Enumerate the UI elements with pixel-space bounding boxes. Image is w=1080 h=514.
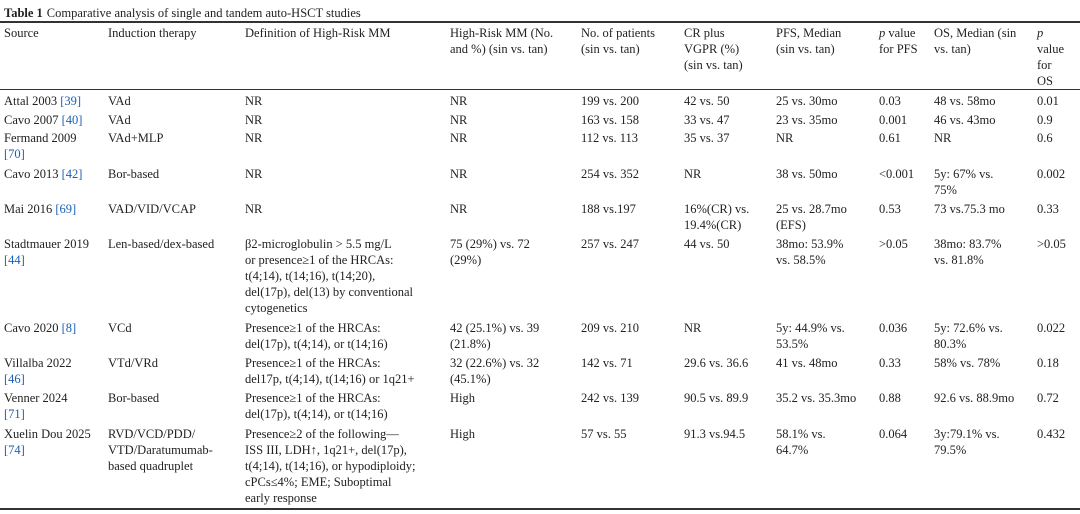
cell-line: 0.432 bbox=[1037, 427, 1066, 441]
header-line: CR plus bbox=[684, 26, 725, 40]
source-line: Cavo 2007 [40] bbox=[4, 113, 83, 127]
reference-link[interactable]: [39] bbox=[60, 94, 82, 108]
table-cell bbox=[108, 166, 159, 182]
cell-line: VTd/VRd bbox=[108, 356, 158, 370]
reference-link[interactable]: [74] bbox=[4, 443, 25, 457]
cell-source bbox=[4, 426, 91, 458]
table-cell bbox=[879, 201, 901, 217]
cell-source bbox=[4, 130, 77, 162]
cell-line: 29.6 vs. 36.6 bbox=[684, 356, 749, 370]
table-cell bbox=[581, 390, 639, 406]
table-cell bbox=[934, 426, 1000, 458]
table-cell bbox=[108, 130, 163, 146]
column-header bbox=[581, 25, 655, 57]
cell-line: Bor-based bbox=[108, 167, 160, 181]
cell-line: NR bbox=[776, 131, 794, 145]
table-cell bbox=[934, 112, 995, 128]
cell-line: VAd bbox=[108, 113, 131, 127]
table-cell bbox=[108, 320, 132, 336]
cell-line: 35.2 vs. 35.3mo bbox=[776, 391, 857, 405]
cell-line: 91.3 vs.94.5 bbox=[684, 427, 746, 441]
reference-link[interactable]: [40] bbox=[61, 113, 83, 127]
table-cell bbox=[684, 112, 730, 128]
cell-line: 0.01 bbox=[1037, 94, 1059, 108]
cell-line: (45.1%) bbox=[450, 372, 491, 386]
table-cell bbox=[450, 390, 475, 406]
cell-source bbox=[4, 320, 76, 336]
cell-line: 73 vs.75.3 mo bbox=[934, 202, 1005, 216]
table-cell bbox=[934, 201, 1005, 217]
cell-line: 0.001 bbox=[879, 113, 908, 127]
table-cell bbox=[1037, 320, 1065, 336]
table-cell bbox=[581, 201, 636, 217]
table-cell bbox=[108, 426, 213, 474]
cell-line: 19.4%(CR) bbox=[684, 218, 742, 232]
cell-line: >0.05 bbox=[879, 237, 908, 251]
cell-line: del(17p), del(13) by conventional bbox=[245, 285, 414, 299]
cell-line: Presence≥2 of the following— bbox=[245, 427, 399, 441]
table-cell bbox=[934, 390, 1014, 406]
table-cell bbox=[776, 390, 856, 406]
table-cell bbox=[1037, 130, 1053, 146]
cell-line: 80.3% bbox=[934, 337, 967, 351]
source-line bbox=[4, 146, 77, 162]
cell-line: 0.72 bbox=[1037, 391, 1059, 405]
cell-line: 0.33 bbox=[1037, 202, 1059, 216]
cell-line: NR bbox=[450, 131, 468, 145]
cell-line: (EFS) bbox=[776, 218, 806, 232]
cell-line: 42 vs. 50 bbox=[684, 94, 730, 108]
source-line: Attal 2003 [39] bbox=[4, 94, 82, 108]
cell-line: NR bbox=[450, 202, 468, 216]
cell-line: VAD/VID/VCAP bbox=[108, 202, 196, 216]
header-line: No. of patients bbox=[581, 26, 655, 40]
cell-line: 5y: 67% vs. bbox=[934, 167, 994, 181]
cell-line: 23 vs. 35mo bbox=[776, 113, 838, 127]
cell-line: 58.1% vs. bbox=[776, 427, 826, 441]
cell-source bbox=[4, 93, 81, 109]
source-line: Venner 2024 bbox=[4, 391, 68, 405]
table-cell bbox=[108, 112, 131, 128]
header-line: Definition of High-Risk MM bbox=[245, 26, 391, 40]
cell-line: cytogenetics bbox=[245, 301, 308, 315]
table-cell bbox=[108, 390, 159, 406]
table-cell bbox=[684, 130, 730, 146]
cell-line: Bor-based bbox=[108, 391, 160, 405]
cell-line: NR bbox=[245, 167, 263, 181]
table-cell bbox=[879, 130, 901, 146]
source-line bbox=[4, 442, 91, 458]
cell-line: 57 vs. 55 bbox=[581, 427, 627, 441]
cell-line: 38 vs. 50mo bbox=[776, 167, 838, 181]
cell-line: 25 vs. 28.7mo bbox=[776, 202, 847, 216]
cell-line: NR bbox=[684, 321, 702, 335]
cell-line: t(4;14), t(14;16), t(14;20), bbox=[245, 269, 376, 283]
header-line: vs. tan) bbox=[934, 42, 971, 56]
table-cell bbox=[245, 130, 262, 146]
cell-line: 53.5% bbox=[776, 337, 809, 351]
cell-line: NR bbox=[245, 202, 263, 216]
table-cell bbox=[684, 166, 701, 182]
cell-line: or presence≥1 of the HRCAs: bbox=[245, 253, 394, 267]
table-title: Comparative analysis of single and tandem auto-HSCT studies bbox=[46, 6, 361, 20]
header-line: OS bbox=[1037, 74, 1053, 88]
table-cell bbox=[245, 166, 262, 182]
table-cell bbox=[108, 236, 214, 252]
source-line: Xuelin Dou 2025 bbox=[4, 427, 91, 441]
reference-link[interactable]: [8] bbox=[61, 321, 77, 335]
cell-line: VTD/Daratumumab- bbox=[108, 443, 213, 457]
header-line: Source bbox=[4, 26, 39, 40]
cell-line: 0.064 bbox=[879, 427, 908, 441]
table-cell bbox=[1037, 236, 1066, 252]
cell-line: 0.03 bbox=[879, 94, 901, 108]
table-cell bbox=[684, 93, 730, 109]
table-cell bbox=[776, 355, 837, 371]
cell-line: 0.6 bbox=[1037, 131, 1053, 145]
cell-line: ISS III, LDH↑, 1q21+, del(17p), bbox=[245, 443, 407, 457]
table-caption bbox=[4, 5, 361, 21]
table-cell bbox=[879, 236, 908, 252]
column-header bbox=[684, 25, 743, 73]
cell-line: 46 vs. 43mo bbox=[934, 113, 996, 127]
table-cell bbox=[581, 355, 633, 371]
cell-line: 75% bbox=[934, 183, 957, 197]
column-header bbox=[1037, 25, 1064, 89]
cell-line: 5y: 44.9% vs. bbox=[776, 321, 845, 335]
table-cell bbox=[934, 166, 993, 198]
table-cell bbox=[1037, 201, 1059, 217]
cell-line: VCd bbox=[108, 321, 132, 335]
table-cell bbox=[684, 236, 730, 252]
column-header bbox=[776, 25, 841, 57]
cell-line: del17p, t(4;14), t(14;16) or 1q21+ bbox=[245, 372, 415, 386]
table-cell bbox=[684, 355, 748, 371]
table-cell bbox=[776, 201, 847, 233]
header-line: for PFS bbox=[879, 42, 918, 56]
cell-line: 0.036 bbox=[879, 321, 908, 335]
cell-line: 142 vs. 71 bbox=[581, 356, 633, 370]
cell-line: High bbox=[450, 427, 475, 441]
cell-source bbox=[4, 201, 76, 217]
cell-source bbox=[4, 166, 82, 182]
table-cell bbox=[879, 93, 901, 109]
cell-line: 90.5 vs. 89.9 bbox=[684, 391, 749, 405]
cell-line: 242 vs. 139 bbox=[581, 391, 639, 405]
table-cell bbox=[776, 112, 837, 128]
table-cell bbox=[776, 320, 845, 352]
table-cell bbox=[684, 320, 701, 336]
source-line: Stadtmauer 2019 bbox=[4, 237, 90, 251]
table-cell bbox=[879, 112, 907, 128]
source-line: Mai 2016 [69] bbox=[4, 202, 77, 216]
reference-link[interactable]: [69] bbox=[55, 202, 77, 216]
header-line: (sin vs. tan) bbox=[776, 42, 835, 56]
cell-line: NR bbox=[934, 131, 952, 145]
header-line: VGPR (%) bbox=[684, 42, 740, 56]
cell-line: 0.002 bbox=[1037, 167, 1066, 181]
cell-line: NR bbox=[684, 167, 702, 181]
column-header bbox=[934, 25, 1016, 57]
cell-line: 48 vs. 58mo bbox=[934, 94, 996, 108]
cell-line: 58% vs. 78% bbox=[934, 356, 1001, 370]
table-cell bbox=[108, 93, 131, 109]
cell-line: <0.001 bbox=[879, 167, 915, 181]
table-cell bbox=[245, 320, 388, 352]
cell-line: (29%) bbox=[450, 253, 482, 267]
reference-link[interactable]: [71] bbox=[4, 407, 25, 421]
table-cell bbox=[879, 355, 901, 371]
table-cell bbox=[450, 93, 467, 109]
table-cell bbox=[581, 166, 639, 182]
cell-line: 112 vs. 113 bbox=[581, 131, 639, 145]
source-line bbox=[4, 252, 89, 268]
table-rule bbox=[0, 21, 1080, 23]
table-cell bbox=[581, 130, 638, 146]
cell-line: 38mo: 83.7% bbox=[934, 237, 1002, 251]
table-cell bbox=[581, 426, 627, 442]
cell-line: NR bbox=[245, 131, 263, 145]
table-number: Table 1 bbox=[4, 6, 43, 20]
cell-line: 75 (29%) vs. 72 bbox=[450, 237, 530, 251]
cell-line: early response bbox=[245, 491, 317, 505]
table-cell bbox=[776, 426, 826, 458]
cell-line: VAd+MLP bbox=[108, 131, 164, 145]
table-cell bbox=[450, 112, 467, 128]
table-cell bbox=[776, 93, 837, 109]
table-cell bbox=[450, 320, 539, 352]
table-cell bbox=[684, 201, 749, 233]
cell-line: vs. 58.5% bbox=[776, 253, 826, 267]
cell-line: Presence≥1 of the HRCAs: bbox=[245, 391, 381, 405]
table-cell bbox=[450, 166, 467, 182]
cell-line: 32 (22.6%) vs. 32 bbox=[450, 356, 540, 370]
cell-line: cPCs≤4%; EME; Suboptimal bbox=[245, 475, 392, 489]
header-line: value bbox=[1037, 42, 1065, 56]
table-cell bbox=[245, 426, 415, 506]
table-cell bbox=[684, 390, 748, 406]
table-cell bbox=[450, 355, 539, 387]
cell-line: β2-microglobulin > 5.5 mg/L bbox=[245, 237, 392, 251]
table-cell bbox=[450, 426, 475, 442]
table-cell bbox=[934, 93, 995, 109]
table-rule bbox=[0, 508, 1080, 510]
table-cell bbox=[581, 236, 639, 252]
cell-line: 0.18 bbox=[1037, 356, 1059, 370]
column-header bbox=[450, 25, 553, 57]
table-cell bbox=[776, 166, 837, 182]
cell-line: del(17p), t(4;14), or t(14;16) bbox=[245, 337, 388, 351]
source-line bbox=[4, 406, 68, 422]
table-cell bbox=[245, 390, 388, 422]
table-cell bbox=[245, 201, 262, 217]
header-line: Induction therapy bbox=[108, 26, 197, 40]
table-cell bbox=[934, 130, 951, 146]
table-cell bbox=[1037, 390, 1059, 406]
cell-line: 3y:79.1% vs. bbox=[934, 427, 1000, 441]
header-line: p value bbox=[879, 26, 916, 40]
cell-line: 209 vs. 210 bbox=[581, 321, 639, 335]
source-line: Cavo 2020 [8] bbox=[4, 321, 77, 335]
table-cell bbox=[684, 426, 745, 442]
cell-line: NR bbox=[450, 167, 468, 181]
header-line: (sin vs. tan) bbox=[684, 58, 743, 72]
cell-line: 5y: 72.6% vs. bbox=[934, 321, 1003, 335]
reference-link[interactable]: [42] bbox=[61, 167, 83, 181]
table-cell bbox=[1037, 166, 1065, 182]
cell-line: NR bbox=[450, 113, 468, 127]
cell-line: >0.05 bbox=[1037, 237, 1066, 251]
table-cell bbox=[245, 93, 262, 109]
cell-line: VAd bbox=[108, 94, 131, 108]
cell-line: NR bbox=[245, 94, 263, 108]
cell-line: 0.9 bbox=[1037, 113, 1053, 127]
cell-line: 16%(CR) vs. bbox=[684, 202, 750, 216]
cell-line: 257 vs. 247 bbox=[581, 237, 639, 251]
cell-line: 0.33 bbox=[879, 356, 901, 370]
cell-line: Presence≥1 of the HRCAs: bbox=[245, 356, 381, 370]
reference-link[interactable]: [44] bbox=[4, 253, 25, 267]
cell-line: 0.61 bbox=[879, 131, 901, 145]
cell-line: NR bbox=[450, 94, 468, 108]
cell-line: del(17p), t(4;14), or t(14;16) bbox=[245, 407, 388, 421]
table-cell bbox=[934, 355, 1000, 371]
table-cell bbox=[245, 112, 262, 128]
cell-source bbox=[4, 236, 89, 268]
header-line: PFS, Median bbox=[776, 26, 842, 40]
header-line: and %) (sin vs. tan) bbox=[450, 42, 548, 56]
table-cell bbox=[245, 236, 413, 316]
column-header bbox=[245, 25, 390, 41]
cell-line: 35 vs. 37 bbox=[684, 131, 730, 145]
cell-line: vs. 81.8% bbox=[934, 253, 984, 267]
table-cell bbox=[245, 355, 415, 387]
header-line: for bbox=[1037, 58, 1052, 72]
cell-line: 199 vs. 200 bbox=[581, 94, 639, 108]
reference-link[interactable]: [46] bbox=[4, 372, 25, 386]
cell-line: 33 vs. 47 bbox=[684, 113, 730, 127]
cell-line: 0.88 bbox=[879, 391, 901, 405]
table-cell bbox=[581, 112, 639, 128]
cell-line: 38mo: 53.9% bbox=[776, 237, 844, 251]
cell-line: 64.7% bbox=[776, 443, 809, 457]
cell-source bbox=[4, 390, 68, 422]
column-header bbox=[4, 25, 39, 41]
table-cell bbox=[1037, 112, 1053, 128]
table-cell bbox=[934, 320, 1003, 352]
table-cell bbox=[108, 355, 158, 371]
cell-line: RVD/VCD/PDD/ bbox=[108, 427, 196, 441]
header-line: High-Risk MM (No. bbox=[450, 26, 554, 40]
header-line: p bbox=[1037, 26, 1044, 40]
source-line: Fermand 2009 bbox=[4, 131, 77, 145]
table-cell bbox=[450, 130, 467, 146]
table-cell bbox=[108, 201, 196, 217]
table-cell bbox=[1037, 426, 1065, 442]
table-cell bbox=[581, 93, 639, 109]
source-line: Cavo 2013 [42] bbox=[4, 167, 83, 181]
cell-source bbox=[4, 355, 72, 387]
cell-line: NR bbox=[245, 113, 263, 127]
table-cell bbox=[450, 201, 467, 217]
cell-line: based quadruplet bbox=[108, 459, 194, 473]
column-header bbox=[879, 25, 918, 57]
source-line bbox=[4, 371, 72, 387]
table-cell bbox=[581, 320, 639, 336]
cell-line: t(4;14), t(14;16), or hypodiploidy; bbox=[245, 459, 416, 473]
table-cell bbox=[1037, 93, 1059, 109]
cell-line: 25 vs. 30mo bbox=[776, 94, 838, 108]
table-rule bbox=[0, 89, 1080, 90]
table-cell bbox=[450, 236, 530, 268]
cell-line: 254 vs. 352 bbox=[581, 167, 639, 181]
cell-line: 79.5% bbox=[934, 443, 967, 457]
table-cell bbox=[879, 320, 907, 336]
cell-line: 188 vs.197 bbox=[581, 202, 636, 216]
cell-line: (21.8%) bbox=[450, 337, 491, 351]
table-cell bbox=[879, 390, 901, 406]
cell-line: High bbox=[450, 391, 475, 405]
reference-link[interactable]: [70] bbox=[4, 147, 25, 161]
cell-line: 41 vs. 48mo bbox=[776, 356, 838, 370]
cell-line: 0.53 bbox=[879, 202, 901, 216]
table-cell bbox=[776, 236, 843, 268]
table-cell bbox=[879, 426, 907, 442]
cell-line: Len-based/dex-based bbox=[108, 237, 215, 251]
table-cell bbox=[934, 236, 1001, 268]
header-line: OS, Median (sin bbox=[934, 26, 1017, 40]
cell-line: 44 vs. 50 bbox=[684, 237, 730, 251]
table-cell bbox=[776, 130, 793, 146]
table-cell bbox=[879, 166, 914, 182]
column-header bbox=[108, 25, 197, 41]
cell-line: 92.6 vs. 88.9mo bbox=[934, 391, 1015, 405]
cell-line: 42 (25.1%) vs. 39 bbox=[450, 321, 540, 335]
cell-source bbox=[4, 112, 82, 128]
cell-line: Presence≥1 of the HRCAs: bbox=[245, 321, 381, 335]
source-line: Villalba 2022 bbox=[4, 356, 72, 370]
cell-line: 163 vs. 158 bbox=[581, 113, 639, 127]
cell-line: 0.022 bbox=[1037, 321, 1066, 335]
table-cell bbox=[1037, 355, 1059, 371]
header-line: (sin vs. tan) bbox=[581, 42, 640, 56]
